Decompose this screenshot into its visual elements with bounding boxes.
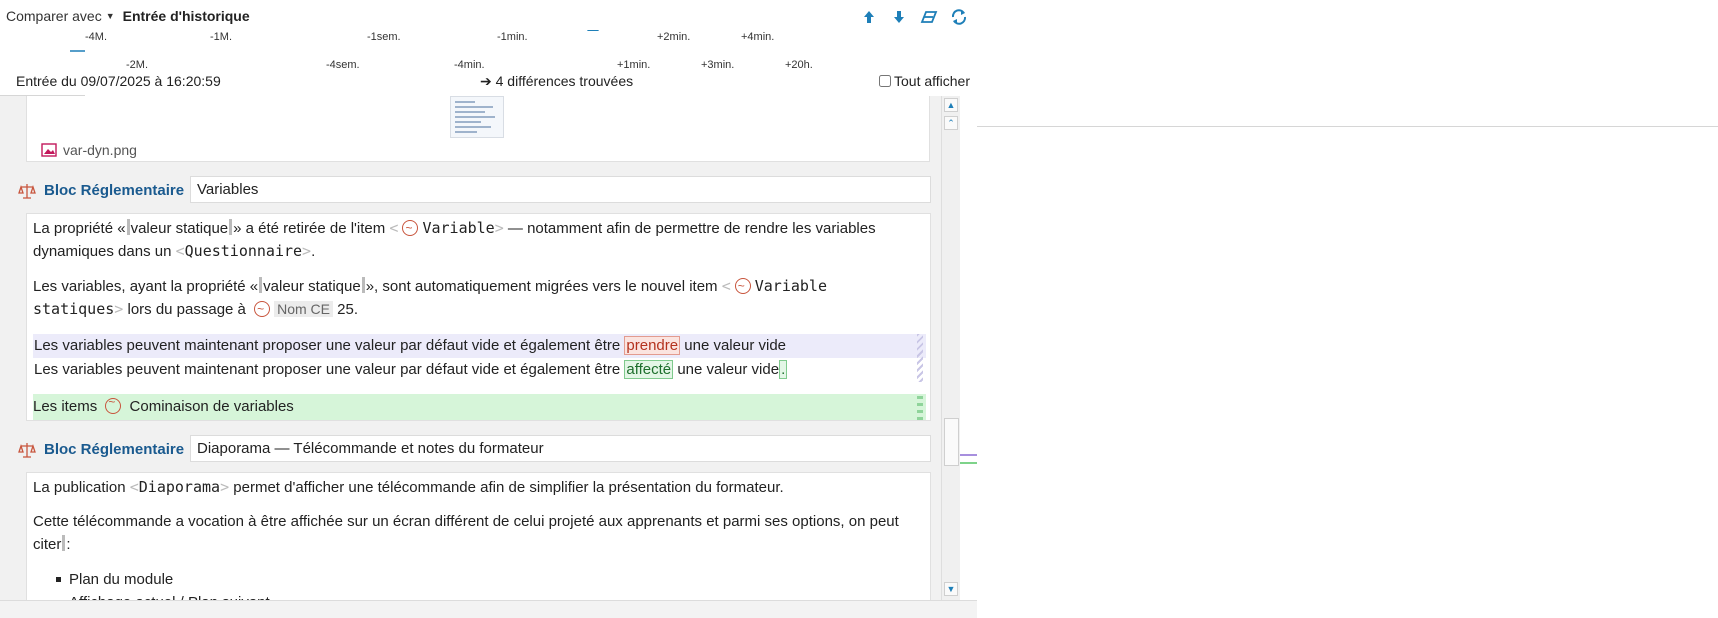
inserted-text: affecté: [626, 361, 672, 378]
item-ref-variable-static[interactable]: Variable statiques: [33, 277, 827, 318]
timeline-label: +4min.: [741, 31, 1718, 127]
timeline-label: -4min.: [454, 59, 485, 71]
timeline-label: -1min.: [497, 31, 1474, 127]
paragraph: La propriété « valeur statique » a été retirée de l'item <~ Variable> — notamment afin de permettre de rendre les variables dynamiques dans un <Questionnaire>.: [33, 217, 923, 263]
paragraph: La publication <Diaporama> permet d'afficher une télécommande afin de simplifier la présentation du formateur.: [33, 478, 784, 496]
item-ref-variable[interactable]: Variable: [422, 219, 495, 237]
item-ref-combination[interactable]: Cominaison de variables: [129, 398, 294, 415]
caret-down-icon[interactable]: ▼: [105, 11, 115, 21]
vertical-scrollbar[interactable]: [941, 96, 960, 600]
block-header-diaporama: [18, 441, 184, 458]
timeline-label: -1sem.: [367, 31, 1344, 127]
block-body-variables: [26, 213, 931, 421]
variable-static-item-icon: [735, 278, 751, 294]
scale-icon: [18, 442, 36, 458]
block-title-field[interactable]: Variables: [190, 176, 931, 203]
eraser-icon[interactable]: [919, 8, 939, 26]
show-all-label: Tout afficher: [894, 73, 971, 89]
block-type-label: Bloc Réglementaire: [44, 441, 185, 458]
scroll-page-up-button[interactable]: ⌃: [944, 116, 958, 130]
scroll-up-button[interactable]: ▲: [944, 98, 958, 112]
block-title-field[interactable]: Diaporama — Télécommande et notes du formateur: [190, 435, 931, 462]
deleted-text: prendre: [626, 337, 679, 354]
block-type-label: Bloc Réglementaire: [44, 182, 185, 199]
timeline-label: +2min.: [657, 31, 1634, 127]
paragraph: Les variables, ayant la propriété « valeur statique », sont automatiquement migrées vers le nouvel item <~ Variable statiques> lors du passage à ~ Nom CE 25.: [33, 275, 923, 321]
added-marker: [917, 394, 923, 420]
diff-count: ➔ 4 différences trouvées: [480, 73, 634, 89]
image-file-icon: [41, 142, 57, 158]
variable-item-icon: [402, 220, 418, 236]
toolbar: [859, 8, 969, 26]
arrow-up-icon[interactable]: [859, 8, 879, 26]
minimap-added-mark: [960, 462, 977, 464]
diff-added-line: Les items ~ Cominaison de variables: [33, 394, 926, 420]
timeline-label: -1M.: [210, 31, 1187, 127]
diff-new-line: Les variables peuvent maintenant proposer une valeur par défaut vide et également être affecté une valeur vide .: [33, 358, 926, 382]
refresh-icon[interactable]: [949, 8, 969, 26]
scale-icon: [18, 183, 36, 199]
history-entry-label[interactable]: Entrée d'historique: [122, 8, 250, 24]
timeline-label: +3min.: [701, 59, 735, 71]
attachment-file[interactable]: [41, 142, 137, 158]
status-bar: [0, 600, 977, 618]
attachment-card: [26, 96, 930, 162]
minimap-modified-mark: [960, 454, 977, 456]
block-header-variables: [18, 182, 184, 199]
compare-selector[interactable]: [6, 8, 250, 24]
entry-date: Entrée du 09/07/2025 à 16:20:59: [16, 73, 221, 89]
show-all-toggle[interactable]: [879, 73, 970, 89]
ce-name-ref[interactable]: Nom CE: [274, 301, 333, 317]
diff-minimap[interactable]: [960, 96, 977, 600]
timeline-label: -2M.: [126, 59, 148, 71]
ce-item-icon: [254, 301, 270, 317]
paragraph: Cette télécommande a vocation à être affichée sur un écran différent de celui projeté aux apprenants et parmi ses options, on peut citer :: [33, 513, 899, 553]
arrow-down-icon[interactable]: [889, 8, 909, 26]
diff-old-line: Les variables peuvent maintenant proposer une valeur par défaut vide et également être prendre une valeur vide: [33, 334, 926, 358]
scroll-thumb[interactable]: [944, 418, 959, 466]
block-body-diaporama: [26, 472, 931, 612]
timeline-label: +20h.: [785, 59, 813, 71]
image-thumbnail[interactable]: [450, 96, 504, 138]
timeline-label: +1min.: [617, 59, 651, 71]
scroll-down-button[interactable]: ▼: [944, 582, 958, 596]
modified-marker: [917, 334, 923, 382]
diff-content: [0, 96, 960, 600]
item-ref-questionnaire[interactable]: Questionnaire: [184, 242, 303, 260]
attachment-filename: var-dyn.png: [63, 142, 137, 158]
history-panel: [0, 0, 977, 96]
history-timeline[interactable]: [60, 26, 880, 76]
inserted-text: .: [781, 361, 786, 378]
compare-label: Comparer avec: [6, 8, 102, 24]
combination-item-icon: [105, 398, 121, 414]
show-all-checkbox[interactable]: [879, 75, 891, 87]
timeline-label: -4sem.: [326, 59, 360, 71]
item-ref-diaporama[interactable]: Diaporama: [138, 478, 221, 496]
list-item: Plan du module: [33, 568, 270, 591]
timeline-label: -4M.: [85, 31, 1062, 127]
